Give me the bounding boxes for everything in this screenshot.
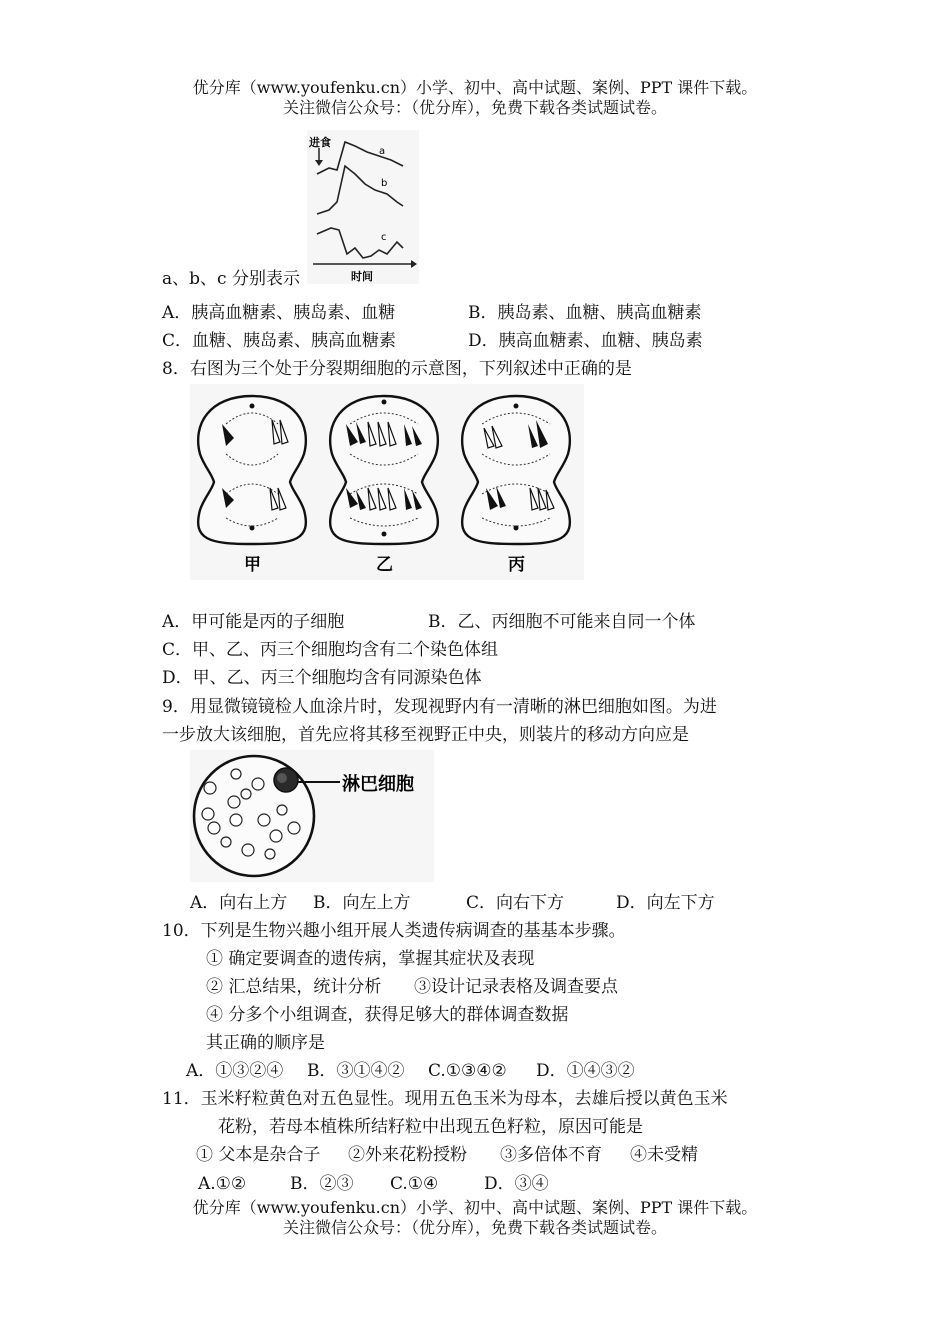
q8-cell-division-figure xyxy=(190,384,584,580)
rbc xyxy=(258,814,270,826)
rbc xyxy=(265,849,275,859)
rbc xyxy=(277,805,287,815)
q11-option-a: A.①② xyxy=(198,1174,247,1194)
q10-stem: 10．下列是生物兴趣小组开展人类遗传病调查的基基本步骤。 xyxy=(162,921,626,941)
q11-cause-3: ③多倍体不育 xyxy=(500,1145,602,1165)
q11-cause-4: ④未受精 xyxy=(630,1145,698,1165)
rbc xyxy=(241,789,251,799)
q7-axis-arrowhead xyxy=(411,260,417,268)
rbc xyxy=(231,769,241,779)
q9-lymphocyte-nucleus xyxy=(277,773,287,783)
q9-microscope-figure xyxy=(190,750,434,882)
cell-jia-centriole-top xyxy=(250,404,255,409)
q10-option-b: B．③①④② xyxy=(307,1061,405,1081)
q7-option-d: D．胰高血糖素、血糖、胰岛素 xyxy=(468,331,703,351)
q7-stem-tail: a、b、c 分别表示 xyxy=(162,269,300,289)
q7-label-b: b xyxy=(381,178,388,189)
rbc xyxy=(270,830,282,842)
q10-step-3: ③设计记录表格及调查要点 xyxy=(414,977,618,997)
q11-option-d: D．③④ xyxy=(484,1174,549,1194)
cell-yi-outline xyxy=(330,396,438,544)
cell-jia-centriole-bottom xyxy=(250,526,255,531)
q11-stem-1: 11．玉米籽粒黄色对五色显性。现用五色玉米为母本，去雄后授以黄色玉米 xyxy=(162,1089,728,1109)
cell-yi-centriole-bottom xyxy=(382,532,387,537)
footer-line-1: 优分库（www.youfenku.cn）小学、初中、高中试题、案例、PPT 课件下载。 xyxy=(192,1198,758,1217)
q7-option-a: A．胰高血糖素、胰岛素、血糖 xyxy=(162,303,396,323)
q10-step-2: ② 汇总结果，统计分析 xyxy=(206,977,382,997)
q9-stem-1: 9．用显微镜镜检人血涂片时，发现视野内有一清晰的淋巴细胞如图。为进 xyxy=(162,697,717,717)
q10-option-a: A．①③②④ xyxy=(186,1061,284,1081)
rbc xyxy=(221,837,231,847)
q7-curve-c xyxy=(317,228,403,258)
q8-option-d: D．甲、乙、丙三个细胞均含有同源染色体 xyxy=(162,668,482,688)
q8-label-yi: 乙 xyxy=(376,555,393,575)
q7-curve-figure xyxy=(307,130,419,284)
rbc xyxy=(208,822,220,834)
q9-option-a: A．向右上方 xyxy=(190,893,288,913)
q8-label-jia: 甲 xyxy=(244,555,261,575)
q10-option-c: C.①③④② xyxy=(428,1061,507,1081)
q8-stem: 8．右图为三个处于分裂期细胞的示意图，下列叙述中正确的是 xyxy=(162,359,632,379)
q9-option-c: C．向右下方 xyxy=(466,893,565,913)
q10-step-1: ① 确定要调查的遗传病，掌握其症状及表现 xyxy=(206,949,535,969)
rbc xyxy=(252,778,264,790)
q9-stem-2: 一步放大该细胞，首先应将其移至视野正中央，则装片的移动方向应是 xyxy=(162,725,689,745)
q9-lymphocyte-label: 淋巴细胞 xyxy=(342,774,414,795)
cell-bing-centriole-bottom xyxy=(514,526,519,531)
header-line-1: 优分库（www.youfenku.cn）小学、初中、高中试题、案例、PPT 课件下载。 xyxy=(192,78,758,97)
rbc xyxy=(242,844,254,856)
rbc xyxy=(230,814,242,826)
q7-label-c: c xyxy=(381,232,387,243)
q7-food-label: 进食 xyxy=(309,136,331,149)
q10-step-4: ④ 分多个小组调查，获得足够大的群体调查数据 xyxy=(206,1005,569,1025)
q9-option-d: D．向左下方 xyxy=(616,893,715,913)
cell-bing-outline xyxy=(462,396,570,544)
q8-option-a: A．甲可能是丙的子细胞 xyxy=(162,612,345,632)
rbc xyxy=(228,796,240,808)
q11-stem-2: 花粉，若母本植株所结籽粒中出现五色籽粒，原因可能是 xyxy=(218,1117,643,1137)
q8-option-c: C．甲、乙、丙三个细胞均含有二个染色体组 xyxy=(162,640,499,660)
cell-bing-centriole-top xyxy=(514,404,519,409)
rbc xyxy=(288,822,300,834)
rbc xyxy=(204,782,216,794)
q8-label-bing: 丙 xyxy=(508,555,525,575)
q11-cause-2: ②外来花粉授粉 xyxy=(348,1145,467,1165)
q7-label-a: a xyxy=(379,146,386,157)
q11-option-b: B．②③ xyxy=(290,1174,354,1194)
cell-yi-centriole-top xyxy=(382,400,387,405)
q7-food-arrowhead xyxy=(315,160,323,166)
q7-time-label: 时间 xyxy=(351,270,373,283)
cell-jia-outline xyxy=(198,396,306,544)
q10-option-d: D．①④③② xyxy=(536,1061,635,1081)
q11-cause-1: ① 父本是杂合子 xyxy=(196,1145,321,1165)
header-line-2: 关注微信公众号：（优分库），免费下载各类试题试卷。 xyxy=(282,98,667,117)
q8-option-b: B．乙、丙细胞不可能来自同一个体 xyxy=(428,612,696,632)
footer-line-2: 关注微信公众号：（优分库），免费下载各类试题试卷。 xyxy=(282,1218,667,1237)
q7-curve-b xyxy=(317,166,403,214)
q7-option-c: C．血糖、胰岛素、胰高血糖素 xyxy=(162,331,397,351)
rbc xyxy=(202,808,214,820)
q11-option-c: C.①④ xyxy=(390,1174,439,1194)
q9-option-b: B．向左上方 xyxy=(313,893,411,913)
q7-option-b: B．胰岛素、血糖、胰高血糖素 xyxy=(468,303,702,323)
q10-order-prompt: 其正确的顺序是 xyxy=(206,1033,325,1053)
